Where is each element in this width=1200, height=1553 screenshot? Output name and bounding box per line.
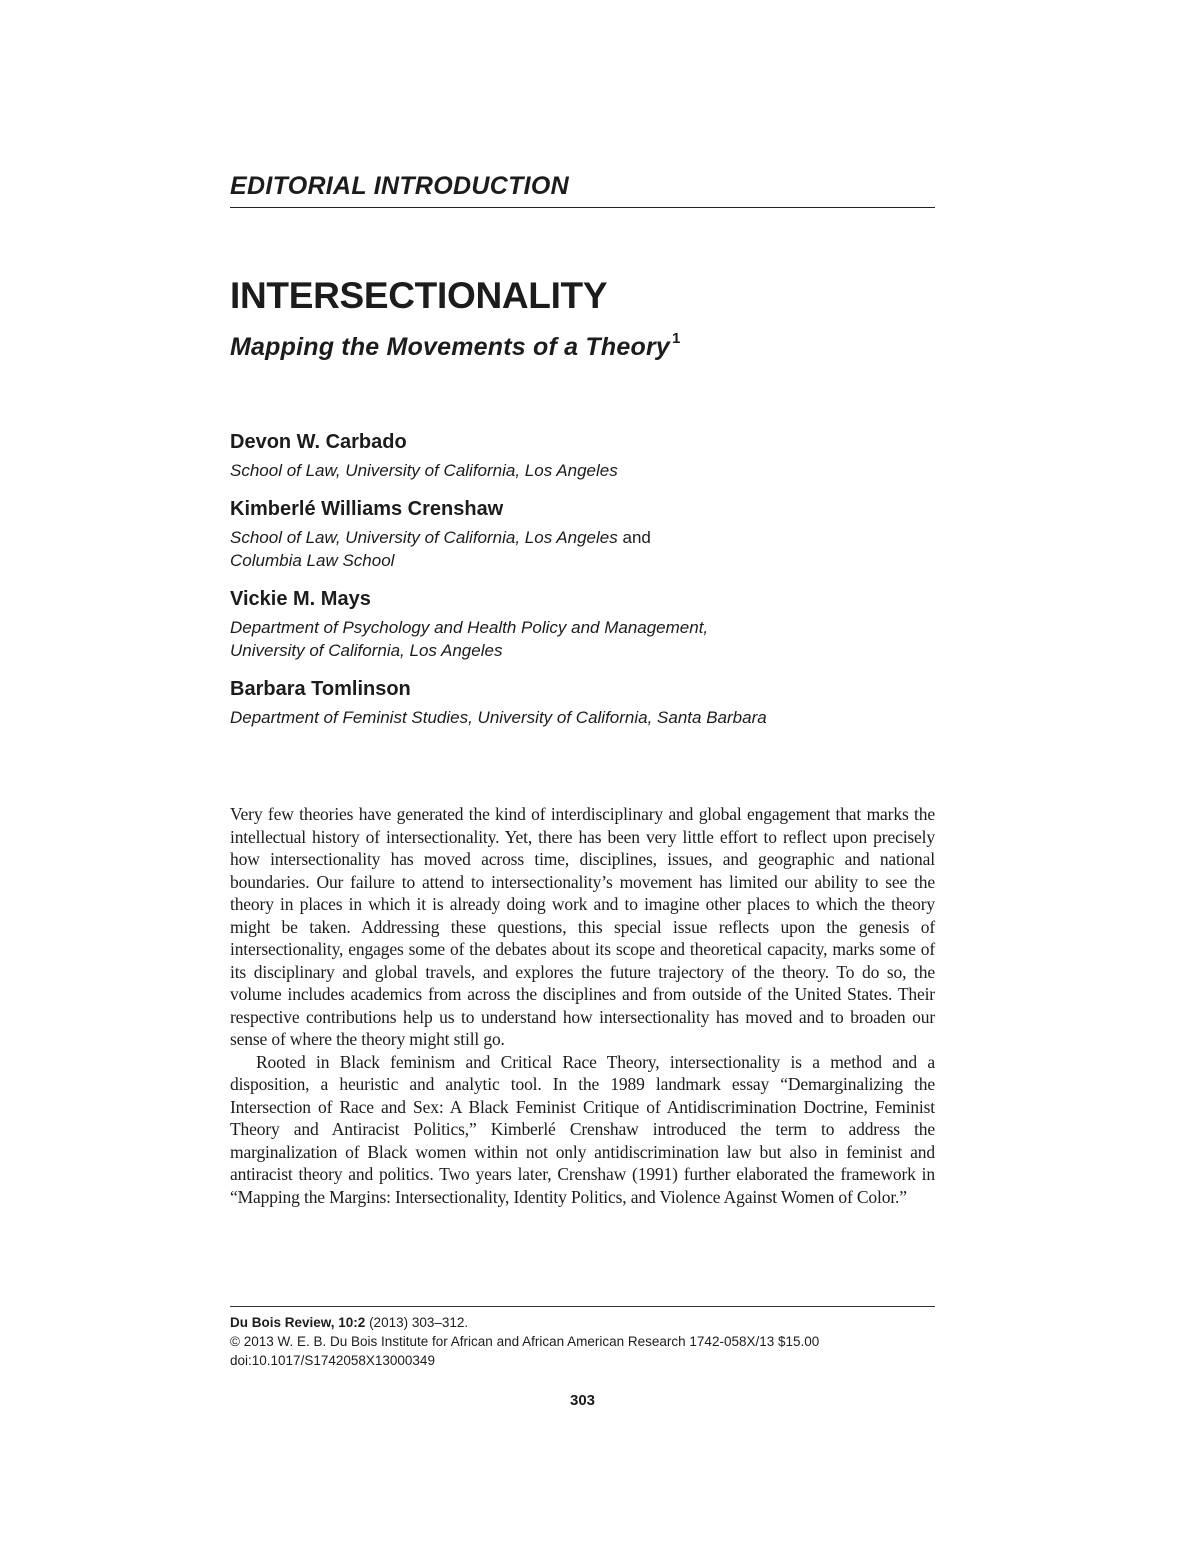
author-block	[230, 587, 935, 662]
page-number: 303	[569, 1392, 596, 1409]
article-subtitle-text: Mapping the Movements of a Theory	[230, 333, 670, 361]
section-label: EDITORIAL INTRODUCTION	[230, 172, 570, 200]
affiliation-line: Department of Feminist Studies, University of California, Santa Barbara	[230, 708, 767, 727]
footnote-marker: 1	[671, 330, 681, 347]
article-body	[230, 803, 935, 1208]
affiliation-line: Columbia Law School	[230, 551, 395, 570]
author-affiliation	[230, 459, 935, 482]
affiliation-connector: and	[622, 528, 651, 547]
body-paragraph: Rooted in Black feminism and Critical Race Theory, intersectionality is a method and a disposition, a heuristic and analytic tool. In the 1989 landmark essay “Demarginalizing the Intersection of Race and Sex: A Black Feminist Critique of Antidiscrimination Doctrine, Feminist Theory and Antiracist Politics,” Kimberlé Crenshaw introduced the term to address the marginalization of Black women within not only antidiscrimination law but also in feminist and antiracist theory and politics. Two years later, Crenshaw (1991) further elaborated the framework in “Mapping the Margins: Intersectionality, Identity Politics, and Violence Against Women of Color.”	[230, 1051, 935, 1207]
article-page	[230, 0, 935, 1553]
author-name: Vickie M. Mays	[230, 588, 371, 610]
author-affiliation	[230, 616, 935, 662]
author-affiliation	[230, 526, 935, 572]
author-block	[230, 430, 935, 482]
doi-line: doi:10.1017/S1742058X13000349	[230, 1353, 435, 1368]
author-name: Devon W. Carbado	[230, 431, 407, 453]
author-name: Barbara Tomlinson	[230, 678, 411, 700]
affiliation-line: School of Law, University of California, Los Angeles	[230, 461, 618, 480]
section-divider	[230, 207, 935, 208]
affiliation-line: Department of Psychology and Health Policy and Management,	[230, 618, 709, 637]
journal-citation	[230, 1313, 935, 1332]
footer-divider	[230, 1306, 935, 1307]
author-block	[230, 677, 935, 729]
author-block	[230, 497, 935, 572]
copyright-line: © 2013 W. E. B. Du Bois Institute for African and African American Research 1742-058X/13 $15.00	[230, 1334, 820, 1349]
affiliation-line: University of California, Los Angeles	[230, 641, 503, 660]
article-subtitle	[230, 330, 681, 362]
citation-footer	[230, 1313, 935, 1370]
affiliation-line: School of Law, University of California, Los Angeles	[230, 528, 618, 547]
journal-name: Du Bois Review, 10:2	[230, 1315, 366, 1330]
article-title: INTERSECTIONALITY	[230, 275, 608, 316]
journal-details: (2013) 303–312.	[369, 1315, 469, 1330]
body-paragraph: Very few theories have generated the kind of interdisciplinary and global engagement that marks the intellectual history of intersectionality. Yet, there has been very little effort to reflect upon precisely how intersectionality has moved across time, disciplines, issues, and geographic and national boundaries. Our failure to attend to intersectionality’s movement has limited our ability to see the theory in places in which it is already doing work and to imagine other places to which the theory might be taken. Addressing these questions, this special issue reflects upon the genesis of intersectionality, engages some of the debates about its scope and theoretical capacity, marks some of its disciplinary and global travels, and explores the future trajectory of the theory. To do so, the volume includes academics from across the disciplines and from outside of the United States. Their respective contributions help us to understand how intersectionality has moved and to broaden our sense of where the theory might still go.	[230, 804, 935, 1049]
author-affiliation	[230, 706, 935, 729]
author-name: Kimberlé Williams Crenshaw	[230, 498, 504, 520]
